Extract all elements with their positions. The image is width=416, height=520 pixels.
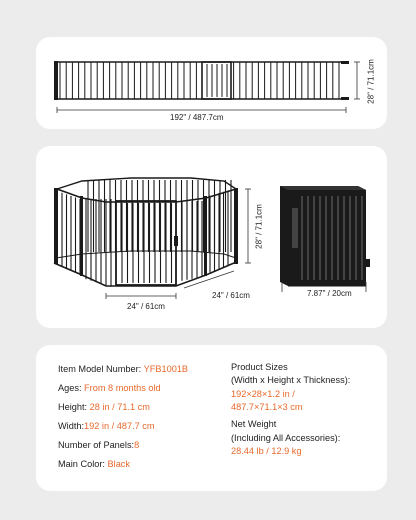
spec-sizes-title: Product Sizes: [231, 362, 288, 372]
spec-color-label: Main Color:: [58, 459, 108, 469]
flat-fence-card: [36, 37, 387, 129]
flat-width-label: 192" / 487.7cm: [170, 113, 224, 122]
folded-fence-illustration: [36, 146, 387, 328]
specs-card: [36, 345, 387, 491]
spec-ages: [58, 382, 161, 394]
spec-sizes-value-1: 192×28×1.2 in /: [231, 389, 295, 399]
spec-width-value: 192 in / 487.7 cm: [84, 421, 155, 431]
spec-sizes-value-2: 487.7×71.1×3 cm: [231, 402, 303, 412]
spec-sizes-sub: (Width x Height x Thickness):: [231, 375, 351, 385]
assembled-fence-card: [36, 146, 387, 328]
octagon-height-label: 28" / 71.1cm: [254, 204, 264, 249]
spec-panels-value: 8: [134, 440, 140, 450]
spec-height-label: Height:: [58, 402, 90, 412]
spec-model: [58, 363, 188, 375]
spec-panels-label: Number of Panels:: [58, 440, 135, 450]
folded-depth-label: 7.87" / 20cm: [307, 289, 352, 298]
spec-weight-title: Net Weight: [231, 419, 277, 429]
spec-weight-value: 28.44 lb / 12.9 kg: [231, 446, 302, 456]
spec-height-value: 28 in / 71.1 cm: [89, 402, 150, 412]
octagon-side-b-label: 24" / 61cm: [212, 291, 250, 300]
flat-height-label: 28" / 71.1cm: [366, 59, 376, 104]
spec-color: [58, 458, 130, 470]
spec-width: [58, 420, 155, 432]
spec-model-value: YFB1001B: [143, 364, 189, 374]
spec-height: [58, 401, 150, 413]
spec-width-label: Width:: [58, 421, 85, 431]
spec-color-value: Black: [107, 459, 130, 469]
octagon-side-a-label: 24" / 61cm: [127, 302, 165, 311]
spec-ages-value: From 8 months old: [84, 383, 161, 393]
spec-ages-label: Ages:: [58, 383, 85, 393]
spec-weight-sub: (Including All Accessories):: [231, 433, 341, 443]
spec-model-label: Item Model Number:: [58, 364, 144, 374]
spec-panels: [58, 439, 139, 451]
